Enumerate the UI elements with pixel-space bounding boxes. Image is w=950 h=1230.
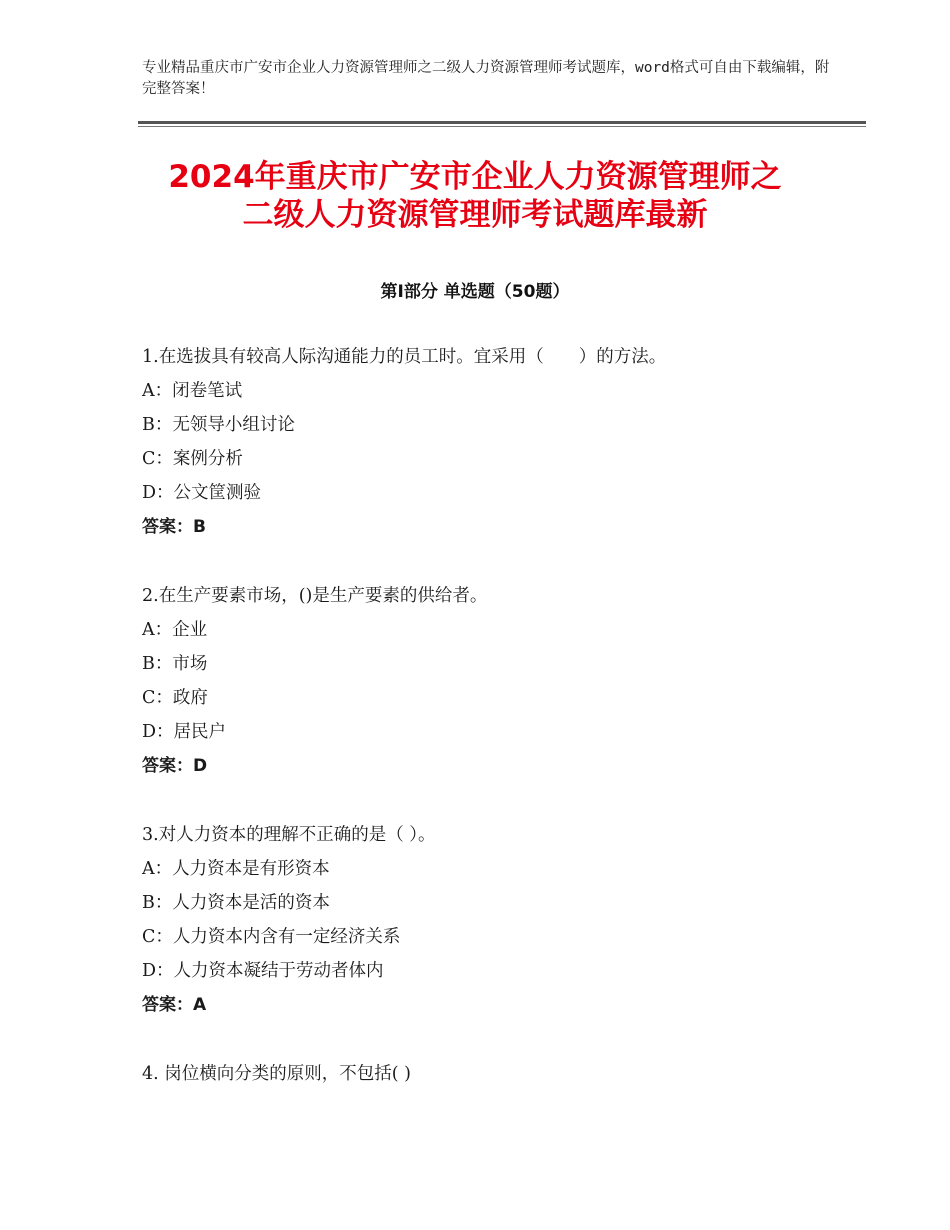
question-2	[142, 579, 842, 783]
option-b: B：人力资本是活的资本	[142, 893, 330, 913]
question-1	[142, 340, 842, 544]
option-a: A：闭卷笔试	[142, 381, 243, 401]
question-stem: 3.对人力资本的理解不正确的是（ ）。	[142, 825, 436, 845]
question-stem: 1.在选拔具有较高人际沟通能力的员工时。宜采用（ ）的方法。	[142, 347, 667, 367]
title-line-2: 二级人力资源管理师考试题库最新	[242, 197, 708, 233]
header-rule-thick	[138, 121, 866, 124]
option-b: B：市场	[142, 654, 208, 674]
document-title	[100, 158, 850, 234]
title-line-1: 2024年重庆市广安市企业人力资源管理师之	[168, 159, 782, 195]
option-c: C：案例分析	[142, 449, 243, 469]
header-rule-thin	[138, 126, 866, 127]
question-4	[142, 1057, 842, 1091]
option-c: C：政府	[142, 688, 208, 708]
option-c: C：人力资本内含有一定经济关系	[142, 927, 401, 947]
answer: 答案：B	[142, 517, 206, 537]
question-stem: 2.在生产要素市场，()是生产要素的供给者。	[142, 586, 488, 606]
answer: 答案：A	[142, 995, 207, 1015]
option-d: D：公文筐测验	[142, 483, 262, 503]
option-a: A：人力资本是有形资本	[142, 859, 330, 879]
question-stem: 4. 岗位横向分类的原则，不包括( )	[142, 1064, 411, 1084]
header-note: 专业精品重庆市广安市企业人力资源管理师之二级人力资源管理师考试题库，word格式可自由下载编辑，附完整答案！	[142, 60, 830, 97]
answer: 答案：D	[142, 756, 208, 776]
option-b: B：无领导小组讨论	[142, 415, 295, 435]
option-d: D：居民户	[142, 722, 227, 742]
option-d: D：人力资本凝结于劳动者体内	[142, 961, 384, 981]
question-3	[142, 818, 842, 1022]
section-heading: 第Ⅰ部分 单选题（50题）	[380, 282, 570, 302]
option-a: A：企业	[142, 620, 208, 640]
